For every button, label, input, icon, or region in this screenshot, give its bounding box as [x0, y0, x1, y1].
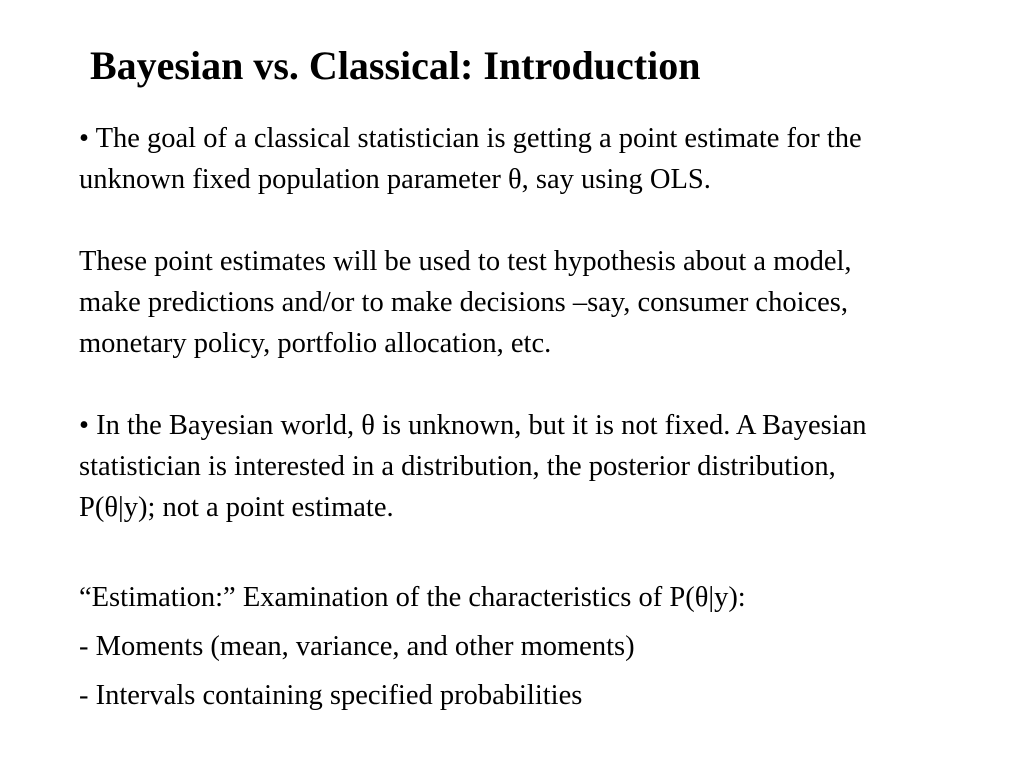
text-line: - Intervals containing specified probabilities	[79, 680, 583, 711]
text-line: statistician is interested in a distribution, the posterior distribution,	[79, 451, 836, 482]
text-line: make predictions and/or to make decisions –say, consumer choices,	[79, 287, 849, 318]
text-line: • The goal of a classical statistician is getting a point estimate for the	[79, 123, 862, 154]
text-line: - Moments (mean, variance, and other moments)	[79, 631, 635, 662]
paragraph-bayesian-world	[79, 405, 1009, 528]
text-line: P(θ|y); not a point estimate.	[79, 492, 394, 523]
text-line: unknown fixed population parameter θ, say using OLS.	[79, 164, 711, 195]
text-line: “Estimation:” Examination of the characteristics of P(θ|y):	[79, 582, 746, 613]
list-item-moments	[79, 626, 1009, 667]
list-item-intervals	[79, 675, 1009, 716]
paragraph-point-estimates	[79, 241, 1009, 364]
paragraph-estimation	[79, 577, 1009, 618]
text-line: These point estimates will be used to test hypothesis about a model,	[79, 246, 852, 277]
paragraph-classical-goal	[79, 118, 1009, 200]
slide-title: Bayesian vs. Classical: Introduction	[90, 43, 701, 88]
text-line: • In the Bayesian world, θ is unknown, but it is not fixed. A Bayesian	[79, 410, 867, 441]
text-line: monetary policy, portfolio allocation, etc.	[79, 328, 552, 359]
